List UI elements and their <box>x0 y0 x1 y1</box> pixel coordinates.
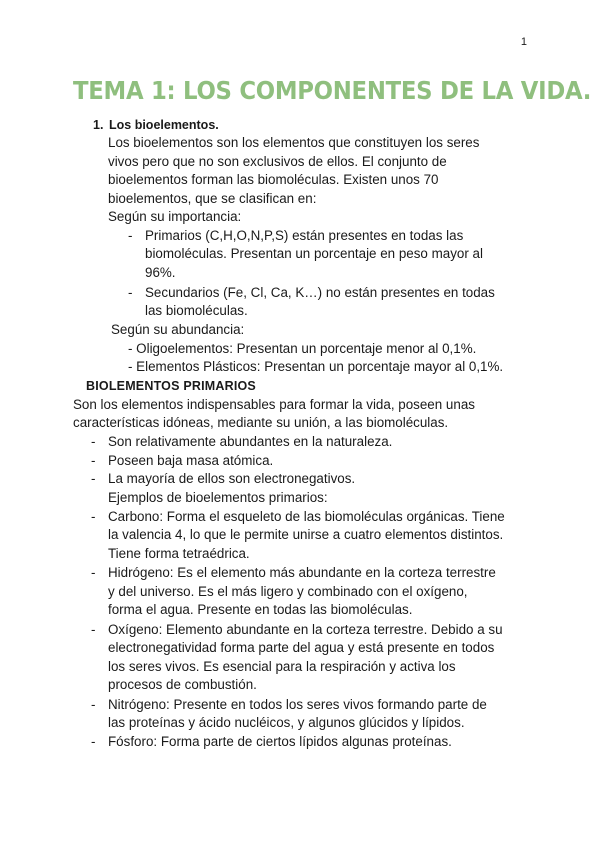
example-line-hidrogeno: Hidrógeno: Es el elemento más abundante en la corteza terrestre <box>108 565 496 580</box>
list-dash: - <box>91 509 96 524</box>
example-line-carbono: la valencia 4, lo que le permite unirse a cuatro elementos distintos. <box>108 527 504 542</box>
example-line-oxigeno: los seres vivos. Es esencial para la respiración y activa los <box>108 659 456 674</box>
list-dash: - <box>91 622 96 637</box>
example-line-oxigeno: procesos de combustión. <box>108 677 257 692</box>
importance-item-line: las biomoléculas. <box>145 303 248 318</box>
example-line-carbono: Tiene forma tetraédrica. <box>108 546 250 561</box>
example-line-hidrogeno: forma el agua. Presente en todas las biomoléculas. <box>108 602 413 617</box>
page-number: 1 <box>520 36 527 48</box>
list-dash: - <box>91 565 96 580</box>
section1-intro-line: bioelementos forman las biomoléculas. Existen unos 70 <box>108 172 439 187</box>
list-dash: - <box>91 453 96 468</box>
list-dash: - <box>128 228 133 243</box>
example-line-carbono: Carbono: Forma el esqueleto de las biomoléculas orgánicas. Tiene <box>108 509 505 524</box>
section1-number: 1. <box>93 118 104 132</box>
example-line-oxigeno: Oxígeno: Elemento abundante en la corteza terrestre. Debido a su <box>108 622 503 637</box>
list-dash: - <box>91 434 96 449</box>
importance-item-line: 96%. <box>145 265 176 280</box>
example-line-nitrogeno: Nitrógeno: Presente en todos los seres vivos formando parte de <box>108 697 487 712</box>
example-line-hidrogeno: y del universo. Es el más ligero y combinado con el oxígeno, <box>108 584 468 599</box>
section2-intro-line: características idóneas, mediante su unión, a las biomoléculas. <box>73 415 449 430</box>
section1-heading: Los bioelementos. <box>109 118 219 132</box>
list-dash: - <box>128 285 133 300</box>
abundance-item: - Oligoelementos: Presentan un porcentaje menor al 0,1%. <box>128 341 477 356</box>
page-title: TEMA 1: LOS COMPONENTES DE LA VIDA. <box>73 76 592 105</box>
list-dash: - <box>91 697 96 712</box>
importance-item-line: biomoléculas. Presentan un porcentaje en peso mayor al <box>145 246 483 261</box>
abundance-label: Según su abundancia: <box>111 322 245 337</box>
section2-intro-line: Son los elementos indispensables para formar la vida, poseen unas <box>73 397 475 412</box>
property-item: Son relativamente abundantes en la naturaleza. <box>108 434 393 449</box>
example-line-nitrogeno: las proteínas y ácido nucléicos, y algunos glúcidos y lípidos. <box>108 715 465 730</box>
example-line-fosforo: Fósforo: Forma parte de ciertos lípidos algunas proteínas. <box>108 734 452 749</box>
list-dash: - <box>91 734 96 749</box>
list-dash: - <box>91 471 96 486</box>
example-line-oxigeno: electronegatividad forma parte del agua y está presente en todos <box>108 640 495 655</box>
abundance-item: - Elementos Plásticos: Presentan un porcentaje mayor al 0,1%. <box>128 359 504 374</box>
examples-label: Ejemplos de bioelementos primarios: <box>108 490 328 505</box>
section2-heading: BIOLEMENTOS PRIMARIOS <box>86 379 256 393</box>
importance-item-line: Secundarios (Fe, Cl, Ca, K…) no están presentes en todas <box>145 285 495 300</box>
property-item: Poseen baja masa atómica. <box>108 453 274 468</box>
section1-intro-line: bioelementos, que se clasifican en: <box>108 191 317 206</box>
section1-intro-line: Los bioelementos son los elementos que constituyen los seres <box>108 135 480 150</box>
section1-intro-line: vivos pero que no son exclusivos de ellos. El conjunto de <box>108 154 447 169</box>
importance-item-line: Primarios (C,H,O,N,P,S) están presentes en todas las <box>145 228 464 243</box>
property-item: La mayoría de ellos son electronegativos. <box>108 471 356 486</box>
importance-label: Según su importancia: <box>108 209 242 224</box>
